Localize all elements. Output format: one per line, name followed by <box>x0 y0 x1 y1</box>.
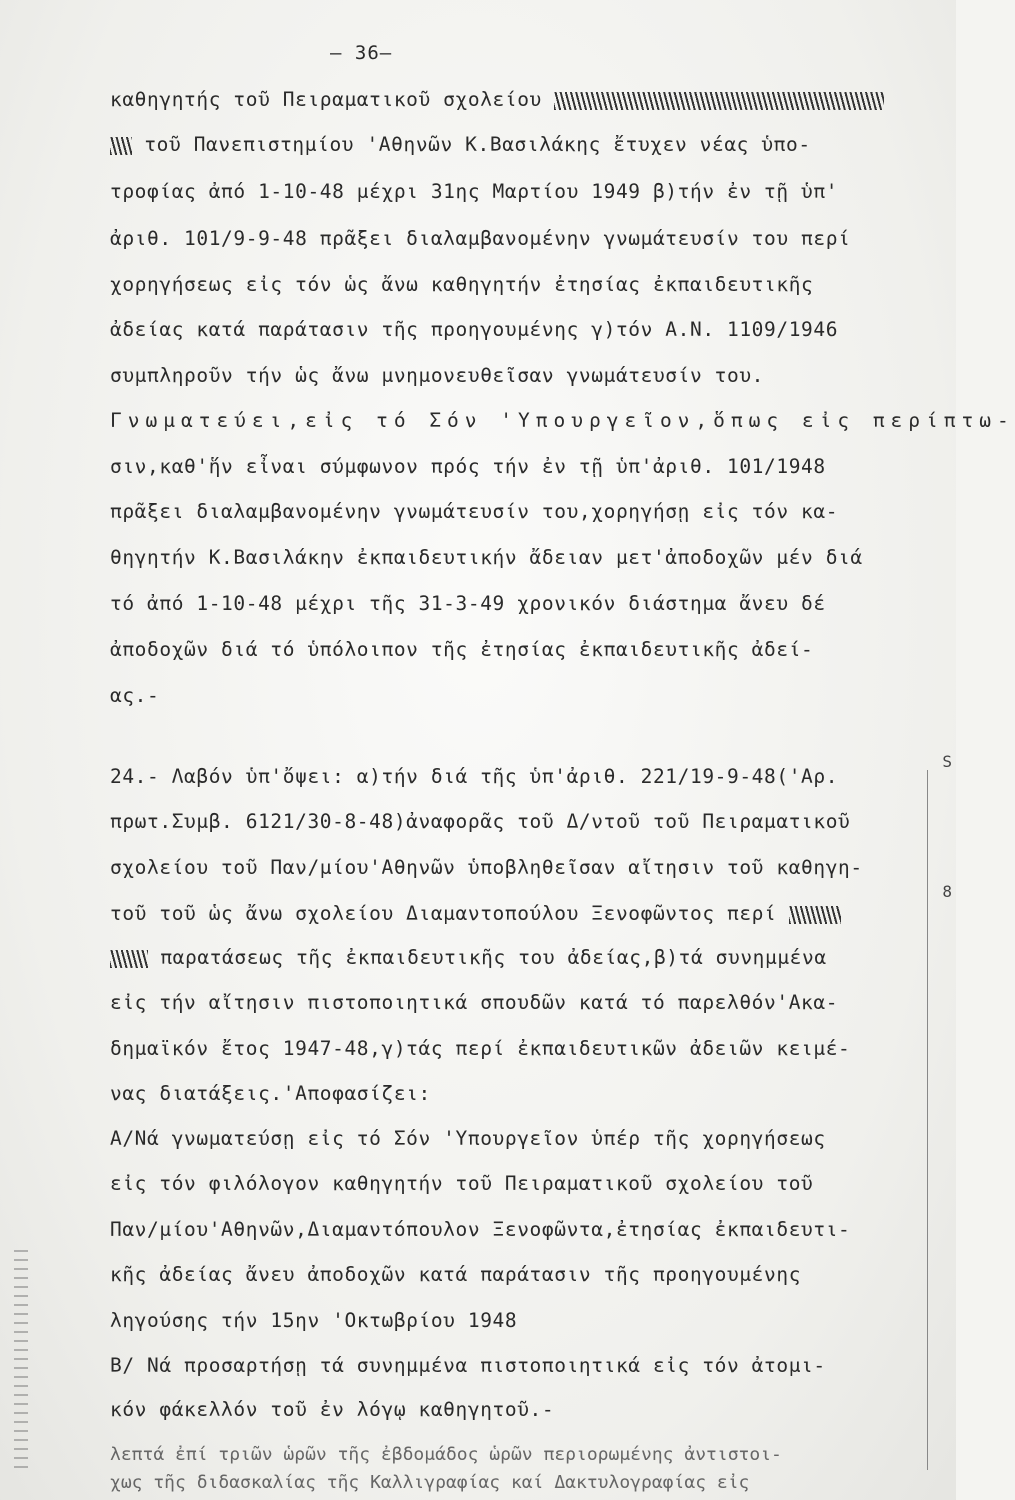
text-line: εἰς τήν αἴτησιν πιστοποιητικά σπουδῶν κατά τό παρελθόν'Ακα- <box>110 991 839 1014</box>
text-line: ας.- <box>110 684 160 707</box>
text-line: ἀριθ. 101/9-9-48 πρᾶξει διαλαμβανομένην γνωμάτευσίν του περί <box>110 227 851 250</box>
text-line: Γνωματεύει,εἰς τό Σόν 'Υπουργεῖον,ὅπως εἰς περίπτω- <box>110 409 1015 432</box>
bleed-line: λεπτά ἐπί τριῶν ὡρῶν τῆς ἐβδομάδος ὡρῶν περιορωμένης ἀντιστοι- <box>110 1444 782 1465</box>
text-line: σχολείου τοῦ Παν/μίου'Αθηνῶν ὑποβληθεῖσαν αἴτησιν τοῦ καθηγη- <box>110 856 863 879</box>
text-line: συμπληροῦν τήν ὡς ἄνω μνημονευθεῖσαν γνωμάτευσίν του. <box>110 364 765 387</box>
text-line: ληγούσης τήν 15ην 'Οκτωβρίου 1948 <box>110 1309 518 1332</box>
text-line: κῆς ἀδείας ἄνευ ἀποδοχῶν κατά παράτασιν τῆς προηγουμένης <box>110 1263 802 1286</box>
text-line: καθηγητής τοῦ Πειραματικοῦ σχολείου <box>110 88 910 111</box>
margin-mark: 8 <box>942 882 952 901</box>
text-line: Α/Νά γνωματεύσῃ εἰς τό Σόν 'Υπουργεῖον ὑπέρ τῆς χορηγήσεως <box>110 1127 826 1150</box>
text-line: θηγητήν Κ.Βασιλάκην ἐκπαιδευτικήν ἄδειαν μετ'ἀποδοχῶν μέν διά <box>110 546 863 569</box>
text-line: νας διατάξεις.'Αποφασίζει: <box>110 1082 431 1105</box>
text-line: σιν,καθ'ἥν εἶναι σύμφωνον πρός τήν ἐν τῇ ὑπ'ἀριθ. 101/1948 <box>110 455 826 478</box>
text-line: χορηγήσεως εἰς τόν ὡς ἄνω καθηγητήν ἐτησίας ἐκπαιδευτικῆς <box>110 273 814 296</box>
text-line: παρατάσεως τῆς ἐκπαιδευτικῆς του ἀδείας,β)τά συνημμένα <box>110 946 910 969</box>
text-line: τροφίας ἀπό 1-10-48 μέχρι 31ης Μαρτίου 1949 β)τήν ἐν τῇ ὑπ' <box>110 180 839 203</box>
margin-mark: S <box>942 752 952 771</box>
text-line: τό ἀπό 1-10-48 μέχρι τῆς 31-3-49 χρονικόν διάστημα ἄνευ δέ <box>110 592 826 615</box>
text-line: ἀποδοχῶν διά τό ὑπόλοιπον τῆς ἐτησίας ἐκπαιδευτικῆς ἀδεί- <box>110 638 814 661</box>
text-line: 24.- Λαβόν ὑπ'ὄψει: α)τήν διά τῆς ὑπ'ἀριθ. 221/19-9-48('Αρ. <box>110 765 839 788</box>
text-line: κόν φάκελλόν τοῦ ἐν λόγῳ καθηγητοῦ.- <box>110 1398 555 1421</box>
text-line: πρᾶξει διαλαμβανομένην γνωμάτευσίν του,χορηγήσῃ εἰς τόν κα- <box>110 500 839 523</box>
strikethrough-mark <box>110 137 132 155</box>
binding-marks <box>14 1250 28 1470</box>
text-line: Παν/μίου'Αθηνῶν,Διαμαντόπουλον Ξενοφῶντα,ἐτησίας ἐκπαιδευτι- <box>110 1218 851 1241</box>
text-line: τοῦ Πανεπιστημίου 'Αθηνῶν Κ.Βασιλάκης ἔτυχεν νέας ὑπο- <box>110 133 910 156</box>
text-line: πρωτ.Συμβ. 6121/30-8-48)ἀναφορᾶς τοῦ Δ/ντοῦ τοῦ Πειραματικοῦ <box>110 810 851 833</box>
page-number: — 36— <box>330 42 393 64</box>
page-edge-line <box>927 770 928 1470</box>
text-line: δημαϊκόν ἔτος 1947-48,γ)τάς περί ἐκπαιδευτικῶν ἀδειῶν κειμέ- <box>110 1037 851 1060</box>
strikethrough-mark <box>789 906 841 924</box>
strikethrough-mark <box>110 950 148 968</box>
text-line: ἀδείας κατά παράτασιν τῆς προηγουμένης γ)τόν Α.Ν. 1109/1946 <box>110 318 839 341</box>
strikethrough-mark <box>554 92 884 110</box>
bleed-line: χως τῆς διδασκαλίας τῆς Καλλιγραφίας καί Δακτυλογραφίας εἰς <box>110 1472 750 1493</box>
text-line: τοῦ τοῦ ὡς ἄνω σχολείου Διαμαντοπούλου Ξενοφῶντος περί <box>110 902 910 925</box>
text-line: εἰς τόν φιλόλογον καθηγητήν τοῦ Πειραματικοῦ σχολείου τοῦ <box>110 1172 814 1195</box>
text-line: Β/ Νά προσαρτήσῃ τά συνημμένα πιστοποιητικά εἰς τόν ἀτομι- <box>110 1354 826 1377</box>
